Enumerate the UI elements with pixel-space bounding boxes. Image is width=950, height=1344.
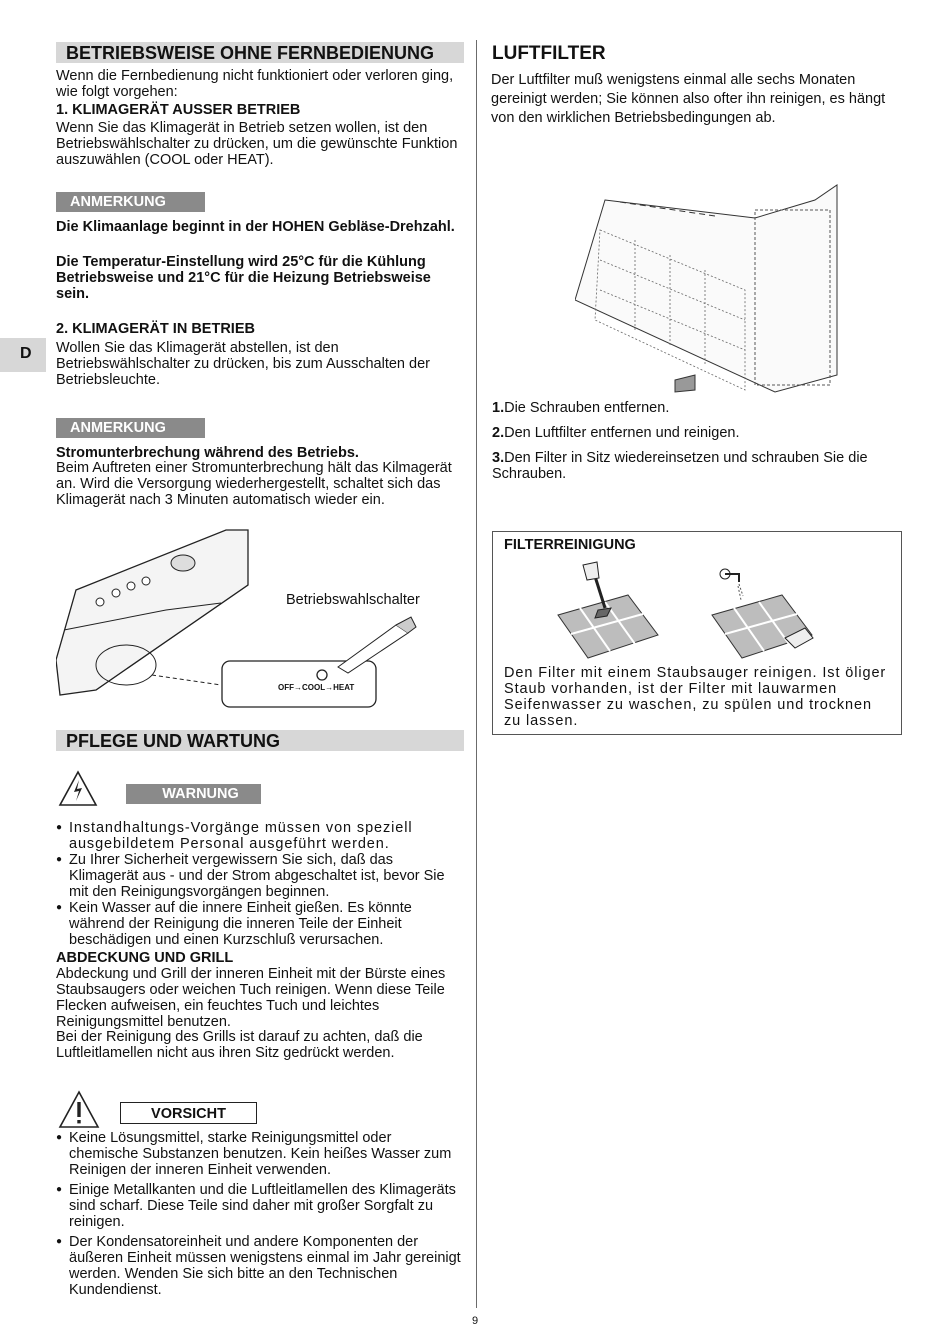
page-number: 9: [472, 1315, 479, 1327]
intro-text: Wenn die Fernbedienung nicht funktioniert oder verloren ging, wie folgt vorgehen:: [56, 68, 454, 100]
caution-icon: [58, 1090, 100, 1130]
switch-modes: OFF→COOL→HEAT: [278, 683, 355, 692]
filter-step-1: [492, 400, 912, 416]
switch-label: Betriebswahlschalter: [286, 592, 420, 608]
step2-heading: 2. KLIMAGERÄT IN BETRIEB: [56, 321, 255, 337]
filter-step-number: 2.: [492, 425, 505, 441]
section-title-filter: LUFTFILTER: [492, 43, 606, 64]
step1-heading: 1. KLIMAGERÄT AUSSER BETRIEB: [56, 102, 301, 118]
warning-list: [56, 820, 464, 948]
section-title-care: PFLEGE UND WARTUNG: [56, 730, 464, 751]
filter-step-number: 1.: [492, 400, 505, 416]
note-label-1: ANMERKUNG: [56, 192, 205, 212]
step2-text: Wollen Sie das Klimagerät abstellen, ist den Betriebswählschalter zu drücken, bis zum Ausschalten der Betriebsleuchte.: [56, 340, 430, 388]
vacuum-cleaning-illustration: [553, 560, 663, 660]
note-label-2: ANMERKUNG: [56, 418, 205, 438]
warning-label: WARNUNG: [126, 784, 261, 804]
filter-cleaning-title: FILTERREINIGUNG: [504, 537, 636, 553]
filter-cleaning-text: Den Filter mit einem Staubsauger reinigen. Ist öliger Staub vorhanden, ist der Filter mit lauwarmen Seifenwasser zu waschen, zu spülen und trocknen zu lassen.: [504, 665, 887, 729]
note1-line2: Die Temperatur-Einstellung wird 25°C für die Kühlung Betriebsweise und 21°C für die Heizung Betriebsweise sein.: [56, 254, 431, 302]
electric-warning-icon: [58, 770, 98, 808]
filter-removal-illustration: [575, 180, 840, 395]
language-tab-label: D: [20, 345, 32, 362]
unit-switch-illustration: [56, 525, 456, 715]
caution-list: [56, 1130, 464, 1298]
cover-heading: ABDECKUNG UND GRILL: [56, 950, 234, 966]
filter-step-3: [492, 450, 904, 482]
caution-item: ● Der Kondensatoreinheit und andere Komponenten der äußeren Einheit müssen wenigstens einmal im Jahr gereinigt werden. Wenden Sie sich bitte an den Technischen Kundendienst.: [56, 1234, 464, 1298]
filter-step-text: Die Schrauben entfernen.: [504, 400, 670, 416]
column-divider: [476, 40, 477, 1308]
cover-text-2: Bei der Reinigung des Grills ist darauf zu achten, daß die Luftleitlamellen nicht aus ihren Sitz gedrückt werden.: [56, 1029, 423, 1061]
washing-filter-illustration: [707, 560, 822, 660]
step1-text: Wenn Sie das Klimagerät in Betrieb setzen wollen, ist den Betriebswählschalter zu drücken, um die gewünschte Funktion auszuwählen (COOL oder HEAT).: [56, 120, 458, 168]
warning-item: ● Kein Wasser auf die innere Einheit gießen. Es könnte während der Reinigung die inneren Teile der Einheit beschädigen und einen Kurzschluß verursachen.: [56, 900, 464, 948]
filter-intro: Der Luftfilter muß wenigstens einmal alle sechs Monaten gereinigt werden; Sie können also ofter ihn reinigen, es hängt von den wirklichen Betriebsbedingungen ab.: [491, 72, 886, 126]
filter-step-text: Den Filter in Sitz wiedereinsetzen und schrauben Sie die Schrauben.: [492, 450, 868, 482]
warning-item: ● Instandhaltungs-Vorgänge müssen von speziell ausgebildetem Personal ausgeführt werden.: [56, 820, 464, 852]
note1-line1: Die Klimaanlage beginnt in der HOHEN Gebläse-Drehzahl.: [56, 219, 455, 235]
note2-heading: Stromunterbrechung während des Betriebs.: [56, 445, 359, 461]
note2-text: Beim Auftreten einer Stromunterbrechung hält das Kilmagerät an. Wird die Versorgung wiederhergestellt, schaltet sich das Klimagerät nach 3 Minuten automatisch wieder ein.: [56, 460, 452, 508]
section-title-operation: BETRIEBSWEISE OHNE FERNBEDIENUNG: [56, 42, 464, 63]
cover-text-1: Abdeckung und Grill der inneren Einheit mit der Bürste eines Staubsaugers oder weichen Tuch reinigen. Wenn diese Teile Flecken aufweisen, ein feuchtes Tuch und leichtes Reinigungsmittel benutzen.: [56, 966, 446, 1030]
filter-step-text: Den Luftfilter entfernen und reinigen.: [504, 425, 740, 441]
caution-label: VORSICHT: [120, 1102, 257, 1124]
filter-step-2: [492, 425, 912, 441]
caution-item: ● Keine Lösungsmittel, starke Reinigungsmittel oder chemische Substanzen benutzen. Kein heißes Wasser zum Reinigen der inneren Einheit verwenden.: [56, 1130, 464, 1178]
caution-item: ● Einige Metallkanten und die Luftleitlamellen des Klimageräts sind scharf. Diese Teile sind daher mit großer Sorgfalt zu reinigen.: [56, 1182, 464, 1230]
filter-step-number: 3.: [492, 450, 505, 466]
warning-item: ● Zu Ihrer Sicherheit vergewissern Sie sich, daß das Klimagerät aus - und der Strom abgeschaltet ist, bevor Sie mit den Reinigungsvorgängen beginnen.: [56, 852, 464, 900]
